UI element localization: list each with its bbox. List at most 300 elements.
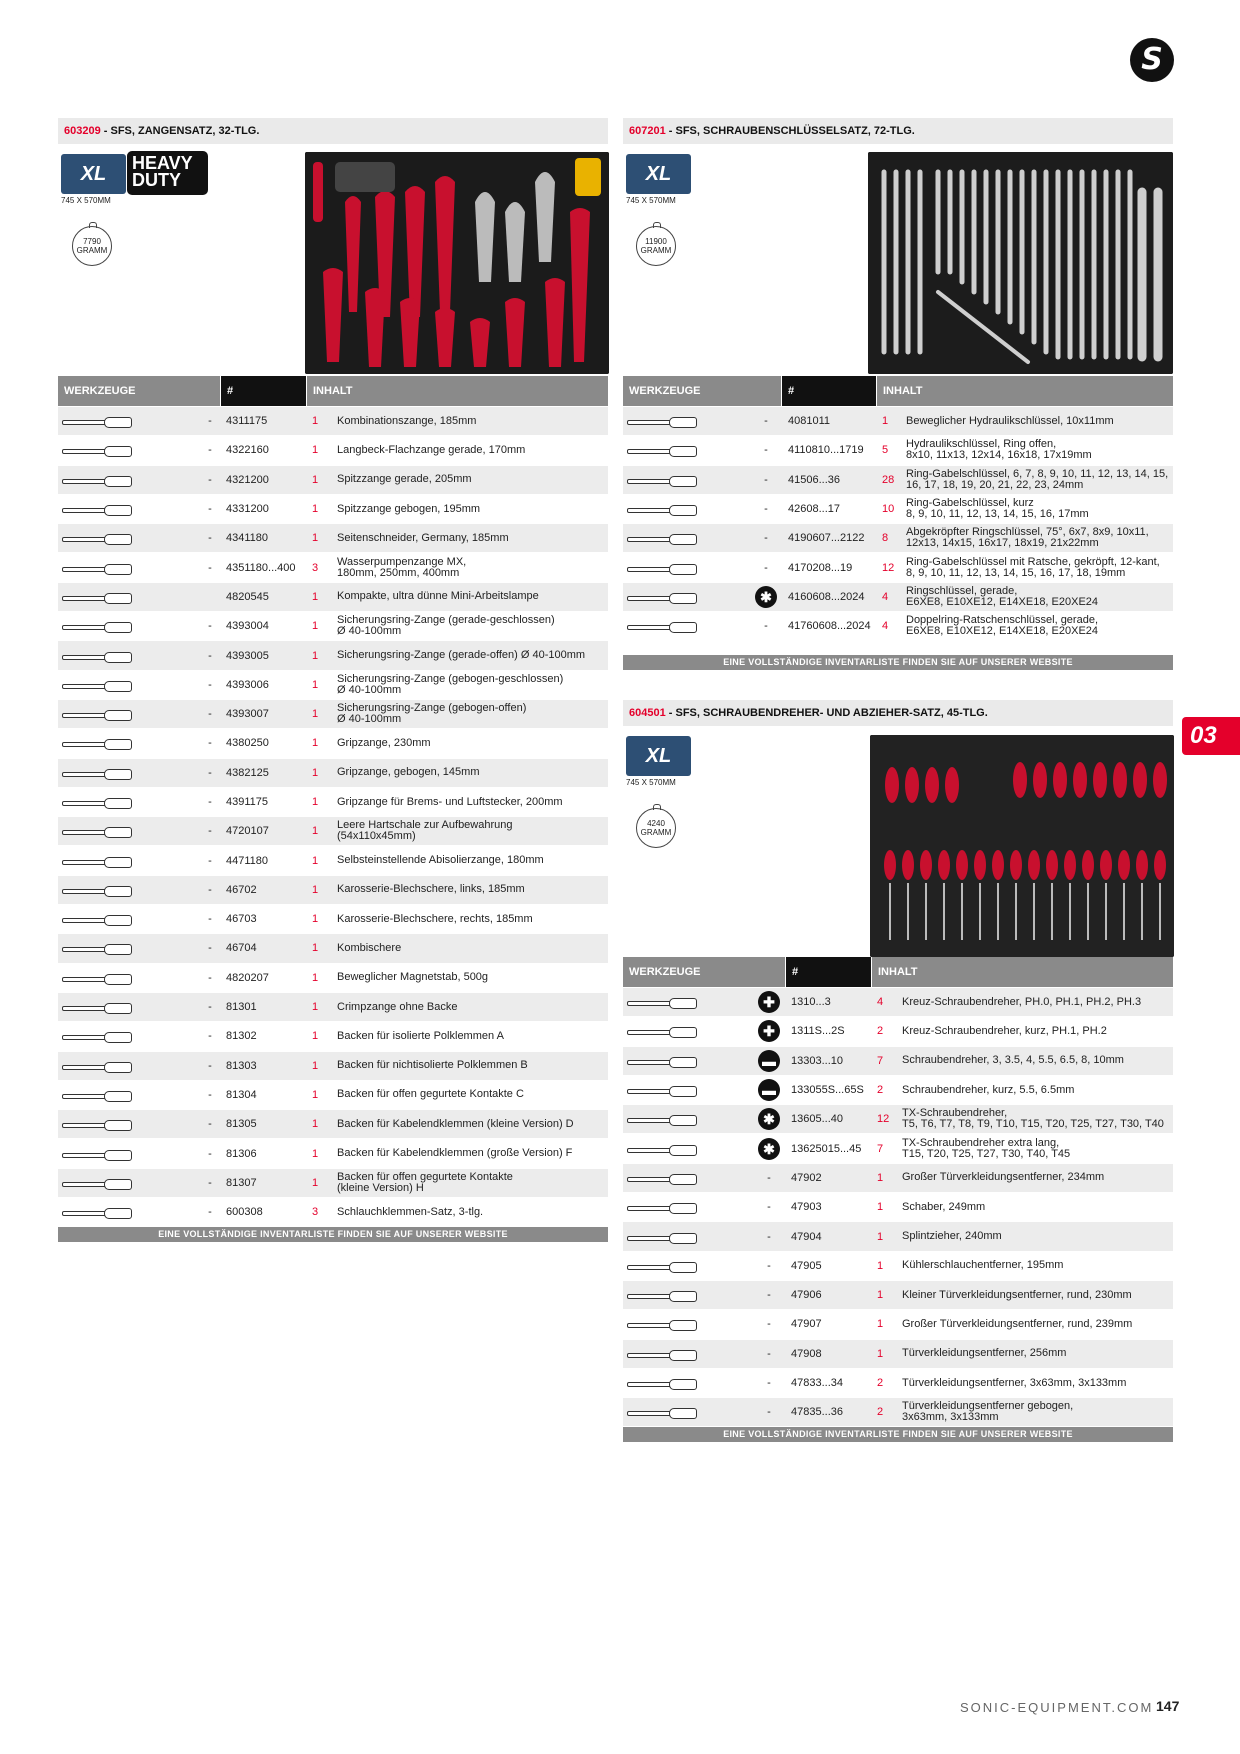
quantity: 2	[877, 1084, 884, 1097]
dash-separator: -	[208, 883, 212, 896]
item-description: Backen für Kabelendklemmen (große Version) F	[337, 1147, 573, 1160]
item-description: Spitzzange gerade, 205mm	[337, 473, 472, 486]
table-row[interactable]	[623, 495, 1173, 524]
tool-thumbnail	[62, 641, 182, 669]
article-number: 81302	[226, 1030, 257, 1043]
article-number: 4190607...2122	[788, 532, 865, 545]
table-row[interactable]	[623, 1398, 1173, 1427]
quantity: 1	[312, 1088, 319, 1101]
row-marker	[753, 1017, 785, 1045]
article-number: 4341180	[226, 532, 269, 545]
quantity: 1	[312, 796, 319, 808]
tool-icon	[627, 563, 699, 573]
item-description: Hydraulikschlüssel, Ring offen, 8x10, 11x13, 12x14, 16x18, 17x19mm	[906, 438, 1092, 462]
quantity: 3	[312, 561, 319, 574]
section-603209	[58, 118, 608, 144]
item-description: Leere Hartschale zur Aufbewahrung (54x110x45mm)	[337, 819, 513, 843]
table-row[interactable]	[623, 1310, 1173, 1339]
header-num: #	[786, 957, 871, 987]
quantity: 7	[877, 1142, 884, 1155]
article-number: 41760608...2024	[788, 620, 871, 633]
tool-icon	[62, 1207, 134, 1217]
weight-unit: GRAMM	[640, 828, 672, 837]
quantity: 1	[312, 913, 319, 926]
dash-separator: -	[208, 1030, 212, 1043]
tool-thumbnail	[627, 1398, 747, 1426]
article-number: 47907	[791, 1318, 822, 1331]
quantity: 1	[312, 503, 319, 516]
dash-separator: -	[767, 1201, 771, 1214]
table-body-right-bottom	[623, 988, 1173, 1427]
table-row[interactable]	[58, 612, 608, 641]
tool-thumbnail	[62, 1081, 182, 1109]
quantity: 1	[877, 1318, 884, 1331]
weight-badge	[72, 226, 112, 266]
quantity: 1	[312, 1118, 319, 1131]
table-row[interactable]	[58, 1022, 608, 1051]
table-row[interactable]	[623, 466, 1173, 495]
dash-separator: -	[764, 532, 768, 545]
row-marker	[751, 436, 781, 464]
row-marker	[753, 1398, 785, 1426]
tool-icon	[62, 533, 134, 543]
quantity: 1	[312, 620, 319, 633]
item-description: Kompakte, ultra dünne Mini-Arbeitslampe	[337, 590, 539, 603]
quantity: 4	[882, 620, 889, 633]
article-code: 603209	[64, 125, 101, 137]
table-row[interactable]	[623, 524, 1173, 553]
row-marker	[198, 407, 222, 435]
row-marker	[198, 1022, 222, 1050]
tool-thumbnail	[627, 553, 743, 581]
table-row[interactable]	[58, 759, 608, 788]
item-description: Backen für Kabelendklemmen (kleine Version) D	[337, 1117, 574, 1130]
table-row[interactable]	[58, 1110, 608, 1139]
quantity: 12	[882, 561, 895, 574]
quantity: 1	[312, 883, 319, 896]
header-tools: WERKZEUGE	[623, 957, 785, 987]
row-marker	[751, 495, 781, 523]
tool-icon	[62, 914, 134, 924]
section-name: - SFS, ZANGENSATZ, 32-TLG.	[100, 125, 260, 137]
row-marker	[198, 788, 222, 816]
product-photo-pliers	[305, 152, 609, 374]
weight-unit: GRAMM	[76, 246, 108, 255]
article-number: 47908	[791, 1347, 822, 1360]
tool-icon	[627, 1026, 699, 1036]
row-marker	[753, 1310, 785, 1338]
article-number: 47833...34	[791, 1377, 843, 1389]
dash-separator: -	[208, 503, 212, 516]
tool-thumbnail	[627, 1047, 747, 1075]
article-number: 133055S...65S	[791, 1084, 864, 1097]
item-description: Großer Türverkleidungsentferner, 234mm	[902, 1171, 1105, 1184]
table-row[interactable]	[58, 1198, 608, 1227]
tool-thumbnail	[627, 1369, 747, 1397]
tool-thumbnail	[62, 1139, 182, 1167]
dash-separator: -	[208, 678, 212, 691]
tool-thumbnail	[62, 1052, 182, 1080]
table-row[interactable]	[58, 1052, 608, 1081]
tool-icon	[627, 592, 699, 602]
article-number: 81306	[226, 1147, 257, 1160]
tool-thumbnail	[62, 553, 182, 581]
dash-separator: -	[764, 503, 768, 516]
table-row[interactable]	[623, 1164, 1173, 1193]
quantity: 2	[877, 1406, 884, 1419]
item-description: Karosserie-Blechschere, links, 185mm	[337, 883, 525, 896]
row-marker	[198, 1139, 222, 1167]
table-row[interactable]	[58, 641, 608, 670]
article-number: 81307	[226, 1176, 257, 1189]
table-row[interactable]	[623, 1076, 1173, 1105]
row-marker	[198, 846, 222, 874]
tool-thumbnail	[627, 1076, 747, 1104]
dash-separator: -	[208, 1118, 212, 1131]
quantity: 3	[312, 1206, 319, 1219]
row-marker	[198, 641, 222, 669]
table-row[interactable]	[58, 700, 608, 729]
dash-separator: -	[208, 473, 212, 486]
table-row[interactable]	[58, 876, 608, 905]
article-number: 4471180	[226, 854, 269, 867]
row-marker	[198, 1081, 222, 1109]
article-number: 4331200	[226, 503, 269, 516]
bit-type-icon: ✚	[758, 1020, 780, 1042]
article-number: 47904	[791, 1230, 822, 1243]
table-row[interactable]	[58, 671, 608, 700]
weight-unit: GRAMM	[640, 246, 672, 255]
row-marker	[198, 993, 222, 1021]
table-row[interactable]	[58, 583, 608, 612]
tool-icon	[627, 1232, 699, 1242]
item-description: Sicherungsring-Zange (gebogen-geschlossen) Ø 40-100mm	[337, 672, 564, 696]
item-description: Türverkleidungsentferner gebogen, 3x63mm, 3x133mm	[902, 1400, 1074, 1424]
tool-icon	[62, 973, 134, 983]
dash-separator: -	[767, 1377, 771, 1389]
article-code: 607201	[629, 125, 666, 137]
dash-separator: -	[208, 708, 212, 721]
dash-separator: -	[208, 942, 212, 955]
article-number: 47902	[791, 1171, 822, 1184]
header-tools: WERKZEUGE	[58, 376, 220, 406]
table-row[interactable]	[623, 1193, 1173, 1222]
table-row[interactable]	[623, 1134, 1173, 1163]
table-row[interactable]	[623, 1222, 1173, 1251]
tool-thumbnail	[62, 1022, 182, 1050]
article-number: 81304	[226, 1088, 257, 1101]
article-number: 46702	[226, 883, 257, 896]
quantity: 1	[312, 473, 319, 486]
tool-icon	[62, 797, 134, 807]
row-marker	[753, 1340, 785, 1368]
weight-badge	[636, 808, 676, 848]
table-row[interactable]	[58, 1081, 608, 1110]
dash-separator: -	[208, 796, 212, 808]
row-marker	[751, 407, 781, 435]
table-row[interactable]	[58, 407, 608, 436]
tool-icon	[62, 1178, 134, 1188]
tool-icon	[62, 1002, 134, 1012]
chapter-tab[interactable]: 03	[1182, 717, 1240, 755]
item-description: Gripzange, gebogen, 145mm	[337, 766, 480, 779]
row-marker	[198, 759, 222, 787]
article-number: 4820207	[226, 971, 269, 984]
table-row[interactable]	[58, 1139, 608, 1168]
tool-thumbnail	[627, 436, 743, 464]
quantity: 4	[882, 590, 889, 603]
inventory-footnote[interactable]: EINE VOLLSTÄNDIGE INVENTARLISTE FINDEN SIE AUF UNSERER WEBSITE	[623, 655, 1173, 670]
row-marker	[753, 1281, 785, 1309]
header-num: #	[782, 376, 876, 406]
tool-icon	[62, 826, 134, 836]
tool-icon	[627, 1173, 699, 1183]
dash-separator: -	[208, 766, 212, 779]
dash-separator: -	[764, 444, 768, 457]
tool-icon	[62, 1090, 134, 1100]
item-description: Sicherungsring-Zange (gerade-offen) Ø 40-100mm	[337, 649, 586, 662]
dash-separator: -	[208, 620, 212, 633]
inventory-footnote[interactable]: EINE VOLLSTÄNDIGE INVENTARLISTE FINDEN SIE AUF UNSERER WEBSITE	[623, 1427, 1173, 1442]
tool-thumbnail	[627, 612, 743, 640]
tool-thumbnail	[62, 729, 182, 757]
table-row[interactable]	[623, 1340, 1173, 1369]
table-row[interactable]	[623, 612, 1173, 641]
tool-thumbnail	[62, 759, 182, 787]
item-description: Beweglicher Magnetstab, 500g	[337, 971, 489, 984]
article-number: 4081011	[788, 415, 831, 428]
tool-icon	[627, 1378, 699, 1388]
tool-thumbnail	[62, 905, 182, 933]
dimensions-label: 745 X 570MM	[626, 778, 676, 787]
row-marker	[751, 466, 781, 494]
tool-icon	[62, 1031, 134, 1041]
table-row[interactable]	[58, 729, 608, 758]
article-number: 47903	[791, 1201, 822, 1214]
bit-type-icon: ✱	[755, 586, 777, 608]
quantity: 1	[312, 708, 319, 721]
table-row[interactable]	[623, 1017, 1173, 1046]
dash-separator: -	[767, 1347, 771, 1360]
row-marker	[198, 1198, 222, 1226]
dash-separator: -	[208, 415, 212, 428]
dash-separator: -	[767, 1259, 771, 1272]
row-marker	[198, 1169, 222, 1197]
tool-icon	[62, 1119, 134, 1129]
article-number: 4110810...1719	[788, 444, 864, 457]
item-description: Schraubendreher, 3, 3.5, 4, 5.5, 6.5, 8, 10mm	[902, 1054, 1124, 1067]
article-number: 4393007	[226, 708, 269, 721]
table-row[interactable]	[623, 1281, 1173, 1310]
table-row[interactable]	[58, 553, 608, 582]
row-marker	[753, 1134, 785, 1162]
table-row[interactable]	[623, 1252, 1173, 1281]
item-description: Crimpzange ohne Backe	[337, 1000, 458, 1013]
tool-thumbnail	[62, 788, 182, 816]
quantity: 1	[877, 1230, 884, 1243]
item-description: Backen für offen gegurtete Kontakte C	[337, 1088, 524, 1101]
tool-thumbnail	[62, 612, 182, 640]
row-marker	[198, 700, 222, 728]
dash-separator: -	[208, 1001, 212, 1014]
quantity: 5	[882, 444, 889, 457]
article-number: 13625015...45	[791, 1142, 862, 1155]
dash-separator: -	[208, 649, 212, 662]
row-marker	[198, 553, 222, 581]
tool-icon	[627, 1407, 699, 1417]
article-number: 4170208...19	[788, 561, 853, 574]
table-row[interactable]	[58, 905, 608, 934]
section-604501	[623, 700, 1173, 726]
tool-thumbnail	[62, 1169, 182, 1197]
screwdriver-tray-illustration	[870, 735, 1174, 957]
tool-thumbnail	[62, 583, 182, 611]
tool-icon	[627, 445, 699, 455]
row-marker	[198, 495, 222, 523]
tool-icon	[62, 563, 134, 573]
article-number: 4382125	[226, 766, 269, 779]
row-marker	[753, 988, 785, 1016]
item-description: Abgekröpfter Ringschlüssel, 75°, 6x7, 8x9, 10x11, 12x13, 14x15, 16x17, 18x19, 21x22mm	[906, 526, 1149, 550]
dash-separator: -	[208, 1147, 212, 1160]
table-row[interactable]	[58, 495, 608, 524]
weight-badge	[636, 226, 676, 266]
table-row[interactable]	[58, 1169, 608, 1198]
row-marker	[198, 876, 222, 904]
quantity: 1	[312, 444, 319, 457]
dash-separator: -	[208, 444, 212, 457]
row-marker	[198, 436, 222, 464]
table-row[interactable]	[623, 1047, 1173, 1076]
table-row[interactable]	[623, 436, 1173, 465]
quantity: 1	[877, 1259, 884, 1272]
heavy-duty-badge: HEAVY DUTY	[127, 151, 208, 195]
article-number: 4311175	[226, 415, 268, 428]
article-number: 13303...10	[791, 1054, 843, 1067]
table-body-right-top	[623, 407, 1173, 641]
table-row[interactable]	[623, 407, 1173, 436]
article-number: 4820545	[226, 590, 269, 603]
tool-thumbnail	[627, 1105, 747, 1133]
article-number: 1311S...2S	[791, 1025, 845, 1038]
article-number: 47835...36	[791, 1406, 843, 1419]
tool-thumbnail	[627, 583, 743, 611]
row-marker	[753, 1164, 785, 1192]
row-marker	[198, 1110, 222, 1138]
inventory-footnote[interactable]: EINE VOLLSTÄNDIGE INVENTARLISTE FINDEN SIE AUF UNSERER WEBSITE	[58, 1227, 608, 1242]
table-row[interactable]	[58, 788, 608, 817]
article-number: 4160608...2024	[788, 590, 865, 603]
tool-thumbnail	[627, 1281, 747, 1309]
tool-thumbnail	[62, 876, 182, 904]
tool-thumbnail	[627, 1252, 747, 1280]
item-description: Karosserie-Blechschere, rechts, 185mm	[337, 912, 533, 925]
dash-separator: -	[208, 825, 212, 838]
item-description: Backen für offen gegurtete Kontakte (kleine Version) H	[337, 1170, 513, 1194]
article-number: 42608...17	[788, 503, 840, 516]
table-row[interactable]	[623, 1369, 1173, 1398]
table-row[interactable]	[58, 817, 608, 846]
article-number: 46704	[226, 942, 257, 955]
bit-type-icon: ✱	[758, 1138, 780, 1160]
tool-icon	[62, 1061, 134, 1071]
table-row[interactable]	[623, 1105, 1173, 1134]
table-row[interactable]	[623, 988, 1173, 1017]
dash-separator: -	[208, 1088, 212, 1101]
quantity: 1	[312, 1176, 319, 1189]
brand-logo: S	[1130, 38, 1174, 82]
dash-separator: -	[208, 1059, 212, 1072]
table-row[interactable]	[58, 846, 608, 875]
section-title	[58, 118, 608, 144]
dash-separator: -	[767, 1406, 771, 1419]
page-number: 147	[1156, 1698, 1180, 1714]
dash-separator: -	[764, 620, 768, 633]
quantity: 1	[882, 415, 889, 428]
table-row[interactable]	[623, 583, 1173, 612]
pliers-tray-illustration	[305, 152, 609, 374]
dimensions-label: 745 X 570MM	[61, 196, 111, 205]
quantity: 2	[877, 1025, 884, 1038]
section-title	[623, 118, 1173, 144]
quantity: 1	[877, 1201, 884, 1214]
footer-website[interactable]: SONIC-EQUIPMENT.COM	[960, 1700, 1154, 1715]
article-number: 4391175	[226, 796, 269, 808]
tool-thumbnail	[627, 407, 743, 435]
tool-thumbnail	[62, 671, 182, 699]
tool-icon	[627, 1202, 699, 1212]
row-marker	[198, 671, 222, 699]
tool-icon	[627, 475, 699, 485]
table-row[interactable]	[58, 524, 608, 553]
section-607201	[623, 118, 1173, 144]
row-marker	[753, 1222, 785, 1250]
tool-icon	[62, 856, 134, 866]
product-photo-screwdrivers	[870, 735, 1174, 957]
row-marker	[753, 1369, 785, 1397]
item-description: Kühlerschlauchentferner, 195mm	[902, 1259, 1064, 1272]
quantity: 1	[312, 415, 319, 428]
item-description: Langbeck-Flachzange gerade, 170mm	[337, 443, 526, 456]
header-content: INHALT	[307, 376, 608, 406]
dash-separator: -	[208, 1206, 212, 1219]
item-description: Türverkleidungsentferner, 3x63mm, 3x133mm	[902, 1376, 1127, 1389]
table-row[interactable]	[58, 993, 608, 1022]
tool-icon	[627, 997, 699, 1007]
header-tools: WERKZEUGE	[623, 376, 781, 406]
dimensions-label: 745 X 570MM	[626, 196, 676, 205]
tool-icon	[627, 1114, 699, 1124]
dash-separator: -	[208, 913, 212, 926]
dash-separator: -	[208, 971, 212, 984]
table-row[interactable]	[58, 934, 608, 963]
tool-thumbnail	[62, 934, 182, 962]
table-row[interactable]	[58, 466, 608, 495]
row-marker	[198, 583, 222, 611]
quantity: 1	[312, 854, 319, 867]
tool-thumbnail	[627, 1017, 747, 1045]
article-code: 604501	[629, 707, 666, 719]
weight-value: 7790	[83, 237, 101, 246]
table-row[interactable]	[58, 964, 608, 993]
table-row[interactable]	[623, 553, 1173, 582]
dash-separator: -	[764, 415, 768, 428]
article-number: 4393006	[226, 678, 269, 691]
tool-icon	[62, 680, 134, 690]
bit-type-icon: ▬	[758, 1079, 780, 1101]
item-description: Kreuz-Schraubendreher, PH.0, PH.1, PH.2, PH.3	[902, 995, 1142, 1008]
table-row[interactable]	[58, 436, 608, 465]
